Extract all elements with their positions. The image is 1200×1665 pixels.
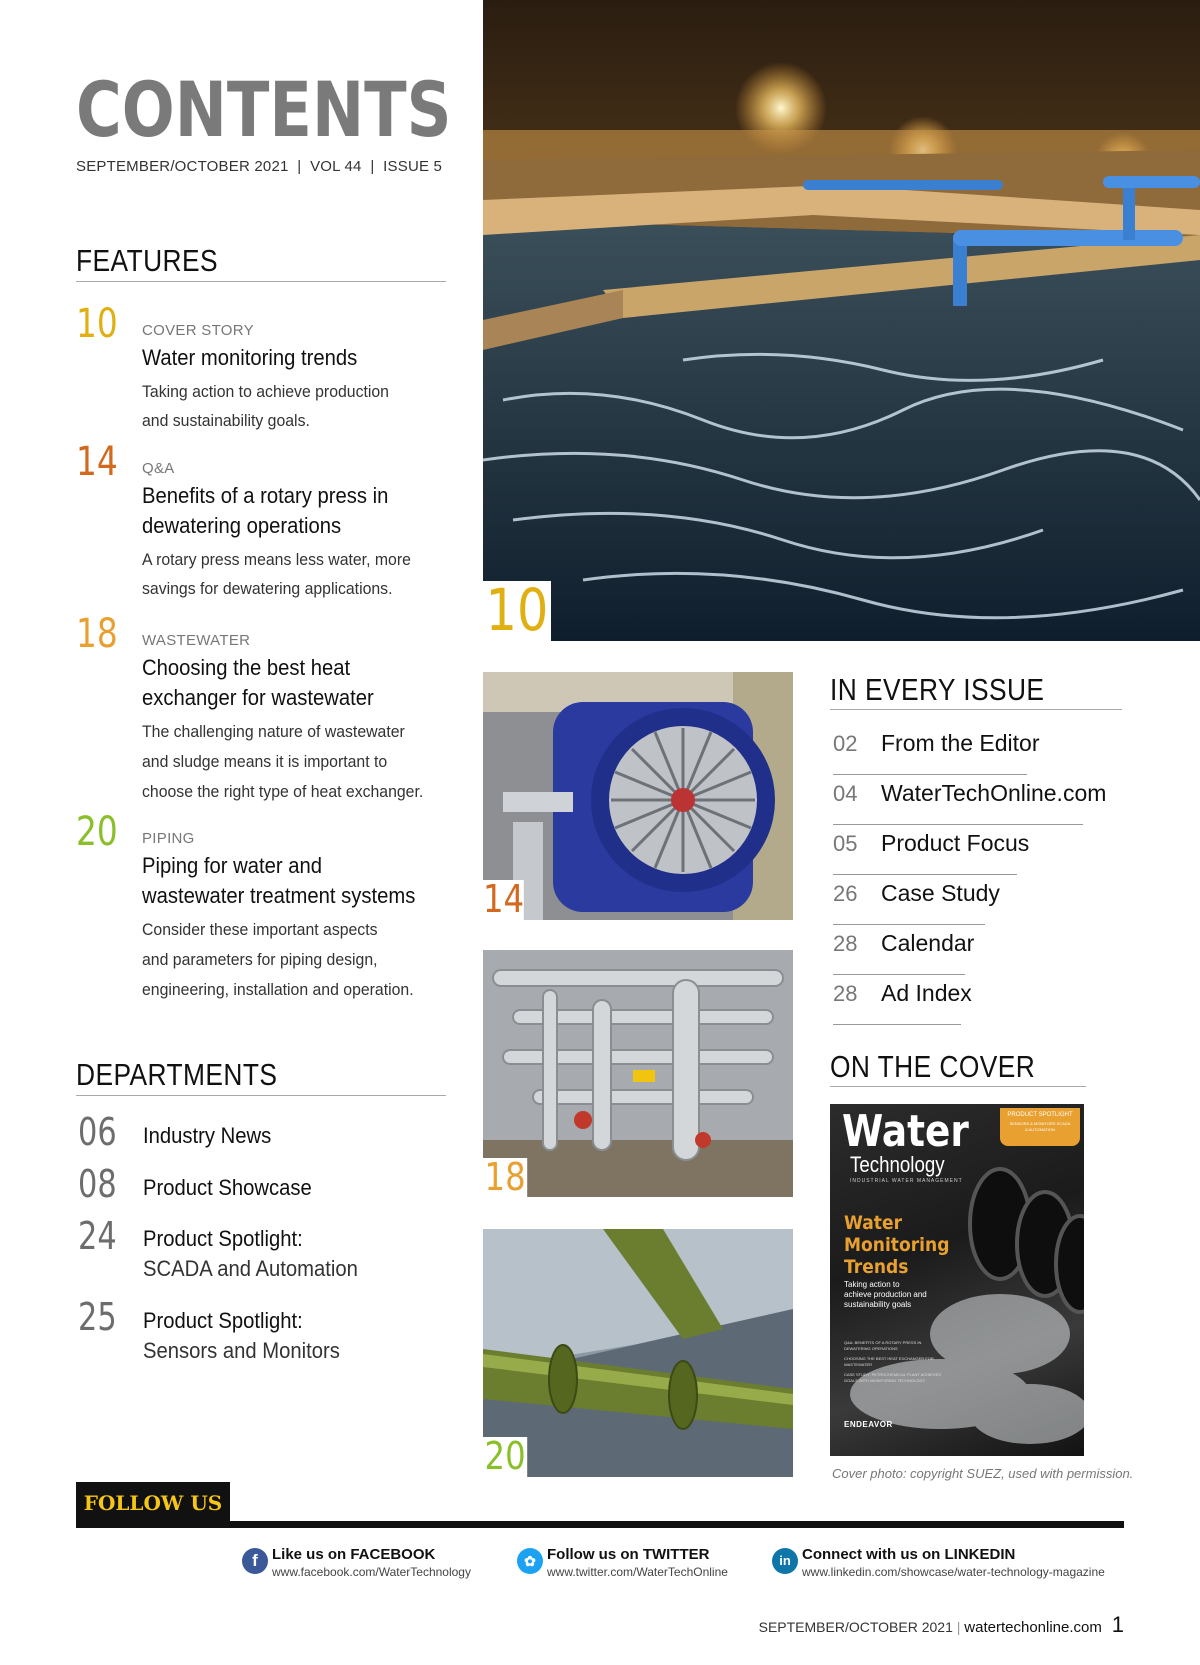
department-subtitle: Sensors and Monitors bbox=[143, 1338, 340, 1363]
cover-headline-line: Monitoring bbox=[844, 1234, 950, 1256]
department-title[interactable]: Product Spotlight: bbox=[143, 1226, 303, 1251]
green-pipe-illustration bbox=[483, 1229, 793, 1477]
cover-subline bbox=[844, 1280, 927, 1310]
cover-subline-line: achieve production and bbox=[844, 1290, 927, 1299]
feature-desc: engineering, installation and operation. bbox=[142, 980, 414, 999]
feature-title[interactable]: wastewater treatment systems bbox=[142, 883, 416, 908]
feature-number: 10 bbox=[76, 301, 118, 347]
twitter-icon: ✿ bbox=[517, 1548, 543, 1574]
cover-headline-line: Trends bbox=[844, 1256, 909, 1278]
facebook-title: Like us on FACEBOOK bbox=[272, 1546, 436, 1563]
facebook-link[interactable] bbox=[242, 1546, 482, 1586]
cover-headline bbox=[844, 1212, 949, 1278]
feature-desc: and sustainability goals. bbox=[142, 411, 310, 430]
page-footer bbox=[759, 1612, 1124, 1638]
feature-desc: savings for dewatering applications. bbox=[142, 579, 393, 598]
department-subtitle: SCADA and Automation bbox=[143, 1256, 358, 1281]
twitter-link[interactable] bbox=[517, 1546, 757, 1586]
department-number: 25 bbox=[78, 1295, 117, 1339]
footer-separator: | bbox=[956, 1619, 965, 1635]
photo-page-badge: 14 bbox=[483, 877, 525, 921]
item-label: Calendar bbox=[881, 930, 975, 956]
item-label: Case Study bbox=[881, 880, 1000, 906]
every-issue-list bbox=[833, 730, 1107, 1025]
feature-number: 18 bbox=[76, 611, 118, 657]
feature-desc: and sludge means it is important to bbox=[142, 752, 388, 771]
departments-rule bbox=[76, 1095, 446, 1096]
feature-desc: choose the right type of heat exchanger. bbox=[142, 782, 424, 801]
item-page-number: 28 bbox=[833, 931, 858, 956]
feature-category: COVER STORY bbox=[142, 322, 254, 339]
footer-issue: SEPTEMBER/OCTOBER 2021 bbox=[758, 1619, 953, 1635]
item-page-number: 26 bbox=[833, 881, 858, 906]
feature-desc: The challenging nature of wastewater bbox=[142, 722, 405, 741]
cover-headline-line: Water bbox=[844, 1212, 903, 1234]
cover-tagline: INDUSTRIAL WATER MANAGEMENT bbox=[850, 1178, 963, 1184]
heat-exchanger-illustration bbox=[483, 950, 793, 1197]
department-title[interactable]: Product Showcase bbox=[143, 1175, 312, 1200]
item-label: Ad Index bbox=[881, 980, 972, 1006]
follow-us-label: FOLLOW US bbox=[76, 1482, 230, 1524]
list-item[interactable] bbox=[833, 980, 972, 1025]
features-rule bbox=[76, 281, 446, 282]
linkedin-icon: in bbox=[772, 1548, 798, 1574]
features-heading: FEATURES bbox=[76, 243, 219, 278]
cover-heading: ON THE COVER bbox=[830, 1049, 1036, 1084]
feature-category: PIPING bbox=[142, 830, 195, 847]
item-label: WaterTechOnline.com bbox=[881, 780, 1107, 806]
item-label: From the Editor bbox=[881, 730, 1040, 756]
every-issue-heading: IN EVERY ISSUE bbox=[830, 672, 1045, 707]
facebook-icon: f bbox=[242, 1548, 268, 1574]
linkedin-link[interactable] bbox=[772, 1546, 1124, 1586]
linkedin-title: Connect with us on LINKEDIN bbox=[802, 1546, 1016, 1563]
item-label: Product Focus bbox=[881, 830, 1030, 856]
rotary-press-photo[interactable] bbox=[483, 672, 793, 920]
department-number: 06 bbox=[78, 1110, 117, 1154]
cover-publisher-logo: ENDEAVOR bbox=[844, 1420, 893, 1429]
feature-desc: Taking action to achieve production bbox=[142, 382, 389, 401]
list-item[interactable] bbox=[833, 880, 1000, 925]
list-item[interactable] bbox=[833, 830, 1030, 875]
cover-small-text bbox=[844, 1340, 944, 1384]
facebook-url: www.facebook.com/WaterTechnology bbox=[272, 1565, 471, 1579]
item-page-number: 02 bbox=[833, 731, 858, 756]
item-page-number: 28 bbox=[833, 981, 858, 1006]
cover-small-line: Q&A: BENEFITS OF A ROTARY PRESS IN DEWATERING OPERATIONS bbox=[844, 1340, 922, 1351]
feature-title[interactable]: Benefits of a rotary press in bbox=[142, 483, 389, 508]
twitter-url: www.twitter.com/WaterTechOnline bbox=[547, 1565, 728, 1579]
list-item[interactable] bbox=[833, 730, 1040, 775]
list-item[interactable] bbox=[833, 780, 1107, 825]
cover-spotlight-sub: SENSORS & MONITORS SCADA & AUTOMATION bbox=[1009, 1121, 1071, 1132]
item-page-number: 05 bbox=[833, 831, 858, 856]
issue-line: SEPTEMBER/OCTOBER 2021 | VOL 44 | ISSUE 5 bbox=[76, 158, 443, 175]
magazine-cover[interactable] bbox=[830, 1104, 1084, 1456]
linkedin-url: www.linkedin.com/showcase/water-technology-magazine bbox=[802, 1565, 1105, 1579]
piping-photo[interactable] bbox=[483, 1229, 793, 1477]
follow-us-rule bbox=[76, 1521, 1124, 1528]
department-title[interactable]: Industry News bbox=[143, 1123, 272, 1148]
feature-title[interactable]: Water monitoring trends bbox=[142, 345, 358, 370]
feature-title[interactable]: dewatering operations bbox=[142, 513, 342, 538]
cover-masthead-sub: Technology bbox=[850, 1152, 945, 1177]
heat-exchanger-photo[interactable] bbox=[483, 950, 793, 1197]
feature-desc: and parameters for piping design, bbox=[142, 950, 378, 969]
feature-number: 14 bbox=[76, 439, 118, 485]
list-item[interactable] bbox=[833, 930, 975, 975]
department-number: 24 bbox=[78, 1214, 117, 1258]
feature-desc: A rotary press means less water, more bbox=[142, 550, 411, 569]
page-number: 1 bbox=[1111, 1612, 1124, 1637]
wastewater-basin-illustration bbox=[483, 0, 1200, 641]
cover-small-line: CHOOSING THE BEST HEAT EXCHANGER FOR WASTEWATER bbox=[844, 1356, 934, 1367]
cover-subline-line: sustainability goals bbox=[844, 1300, 912, 1309]
feature-number: 20 bbox=[76, 809, 118, 855]
footer-site-link[interactable]: watertechonline.com bbox=[964, 1619, 1102, 1636]
page-title: CONTENTS bbox=[76, 65, 452, 154]
feature-title[interactable]: Piping for water and bbox=[142, 853, 323, 878]
cover-spotlight-tag bbox=[1000, 1108, 1080, 1146]
photo-page-badge: 20 bbox=[484, 1434, 526, 1478]
cover-caption: Cover photo: copyright SUEZ, used with permission. bbox=[832, 1466, 1134, 1481]
every-issue-rule bbox=[830, 709, 1122, 710]
department-title[interactable]: Product Spotlight: bbox=[143, 1308, 303, 1333]
cover-rule bbox=[830, 1086, 1086, 1087]
item-page-number: 04 bbox=[833, 781, 858, 806]
photo-page-badge: 18 bbox=[484, 1155, 526, 1199]
cover-masthead: Water bbox=[842, 1106, 969, 1157]
rotary-press-illustration bbox=[483, 672, 793, 920]
feature-title[interactable]: Choosing the best heat bbox=[142, 655, 351, 680]
departments-heading: DEPARTMENTS bbox=[76, 1057, 278, 1092]
feature-category: Q&A bbox=[142, 460, 175, 477]
feature-category: WASTEWATER bbox=[142, 632, 251, 649]
cover-story-photo[interactable] bbox=[483, 0, 1200, 641]
twitter-title: Follow us on TWITTER bbox=[547, 1546, 710, 1563]
cover-spotlight-title: PRODUCT SPOTLIGHT bbox=[1007, 1112, 1073, 1118]
photo-page-badge: 10 bbox=[483, 581, 551, 641]
cover-small-line: CASE STUDY: PETROCHEMICAL PLANT ACHIEVES GOALS WITH MONITORING TECHNOLOGY bbox=[844, 1372, 941, 1383]
feature-desc: Consider these important aspects bbox=[142, 920, 378, 939]
feature-title[interactable]: exchanger for wastewater bbox=[142, 685, 374, 710]
department-number: 08 bbox=[78, 1162, 117, 1206]
cover-subline-line: Taking action to bbox=[844, 1280, 900, 1289]
